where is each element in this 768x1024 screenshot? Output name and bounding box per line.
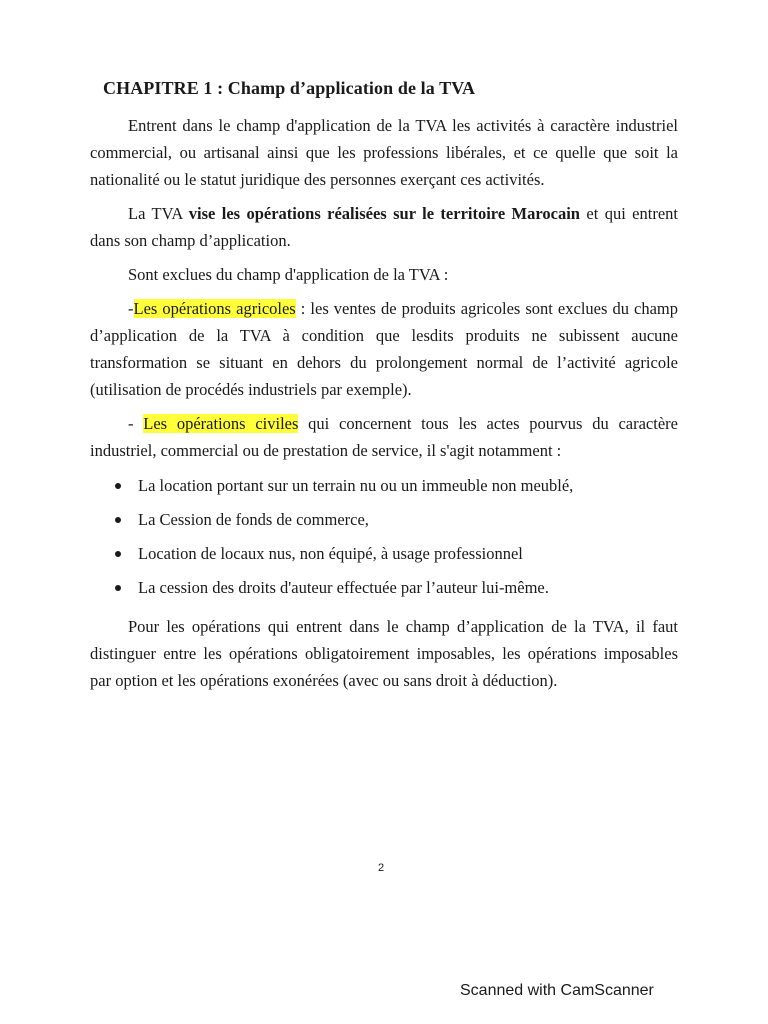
civil-operations-list xyxy=(90,471,678,607)
paragraph-territory xyxy=(90,200,678,254)
highlight-agricultural-operations: Les opérations agricoles xyxy=(133,299,296,318)
agricultural-text: : les ventes de produits agricoles sont exclues du champ d’application de la TVA à condition que lesdits produits ne subissent aucune transformation se situant en dehors du prolongement normal de l’activité agricole (utilisation de procédés industriels par exemple). xyxy=(90,299,678,399)
paragraph-territory-pre: La TVA xyxy=(128,204,189,223)
list-item-text: La cession des droits d'auteur effectuée par l’auteur lui-même. xyxy=(138,578,549,597)
bullet-icon xyxy=(115,517,121,523)
highlight-civil-operations: Les opérations civiles xyxy=(143,414,299,433)
chapter-title: CHAPITRE 1 : Champ d’application de la TVA xyxy=(103,78,476,98)
camscanner-watermark: Scanned with CamScanner xyxy=(460,982,654,999)
list-item xyxy=(90,573,678,607)
list-item-text: Location de locaux nus, non équipé, à usage professionnel xyxy=(138,544,523,563)
bullet-icon xyxy=(115,551,121,557)
civil-text: qui concernent tous les actes pourvus du caractère industriel, commercial ou de prestation de service, il s'agit notamment : xyxy=(90,414,678,460)
paragraph-agricultural xyxy=(90,295,678,403)
list-item xyxy=(90,471,678,505)
document-body xyxy=(90,112,678,701)
list-item-text: La Cession de fonds de commerce, xyxy=(138,510,369,529)
paragraph-scope-intro: Entrent dans le champ d'application de la TVA les activités à caractère industriel commercial, ou artisanal ainsi que les professions libérales, et ce quelle que soit la nationalité ou le statut juridique des personnes exerçant ces activités. xyxy=(90,116,678,189)
paragraph-territory-post: et qui entrent dans son champ d’application. xyxy=(90,204,678,250)
agricultural-dash: - xyxy=(128,299,134,318)
bullet-icon xyxy=(115,585,121,591)
paragraph-exclusions-intro: Sont exclues du champ d'application de la TVA : xyxy=(128,265,449,284)
paragraph-civil xyxy=(90,410,678,464)
bullet-icon xyxy=(115,483,121,489)
paragraph-territory-bold: vise les opérations réalisées sur le territoire Marocain xyxy=(188,204,580,223)
paragraph-distinction: Pour les opérations qui entrent dans le champ d’application de la TVA, il faut distinguer entre les opérations obligatoirement imposables, les opérations imposables par option et les opérations exonérées (avec ou sans droit à déduction). xyxy=(90,617,678,690)
list-item xyxy=(90,505,678,539)
list-item xyxy=(90,539,678,573)
civil-dash: - xyxy=(128,414,144,433)
list-item-text: La location portant sur un terrain nu ou un immeuble non meublé, xyxy=(138,476,574,495)
page-number: 2 xyxy=(378,862,385,874)
